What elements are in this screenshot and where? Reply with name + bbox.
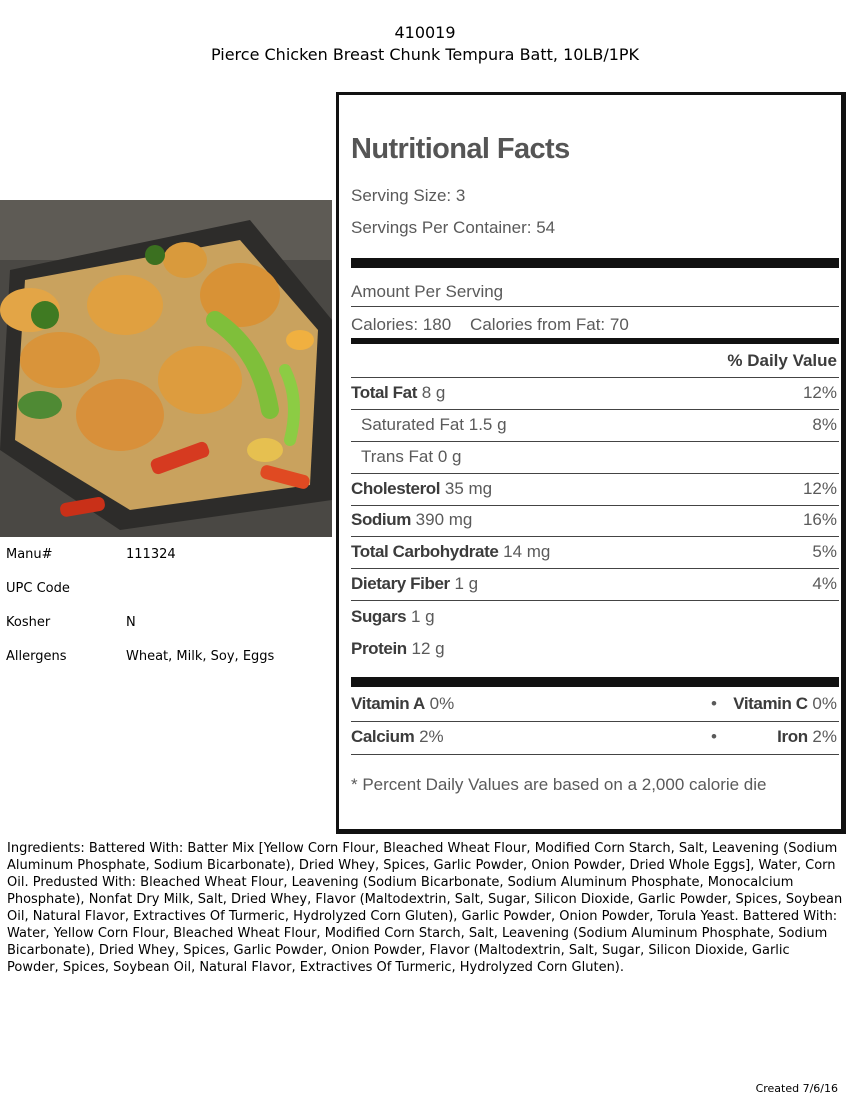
nutrient-dv: 4% [812, 574, 837, 593]
nutrient-row-trans-fat [361, 447, 839, 471]
nutrient-label: Saturated Fat [361, 415, 465, 434]
info-label: Manu# [6, 547, 53, 562]
nutrient-amount: 1.5 g [468, 415, 507, 434]
divider [351, 721, 839, 722]
info-label: Allergens [6, 649, 67, 664]
nutrient-row-cholesterol [351, 479, 839, 503]
nutrient-row-sodium [351, 510, 839, 534]
divider [351, 754, 839, 755]
info-row-allergens [6, 649, 326, 683]
nutrient-label: Total Fat [351, 383, 417, 402]
nutrient-amount: 35 mg [444, 479, 493, 498]
nutrition-title: Nutritional Facts [351, 133, 570, 165]
created-date: Created 7/6/16 [755, 1082, 838, 1095]
calories-line: Calories: 180 Calories from Fat: 70 [351, 315, 629, 334]
nutrient-dv: 8% [812, 415, 837, 434]
nutrient-row-total-carbohydrate [351, 542, 839, 566]
info-row-upc [6, 581, 326, 615]
nutrient-amount: 8 g [421, 383, 446, 402]
medium-divider [351, 338, 839, 344]
product-photo [0, 200, 332, 537]
thick-divider [351, 677, 839, 687]
vitamin-value: 0% [812, 694, 837, 713]
amount-per-serving: Amount Per Serving [351, 282, 504, 301]
bullet-separator: • [711, 694, 717, 713]
product-header [0, 22, 850, 66]
divider [351, 600, 839, 601]
nutrient-label: Dietary Fiber [351, 574, 450, 593]
daily-value-header [351, 351, 839, 375]
divider [351, 536, 839, 537]
info-label: Kosher [6, 615, 51, 630]
ingredients-text: Ingredients: Battered With: Batter Mix [Yellow Corn Flour, Bleached Wheat Flour, Modified Corn Starch, Salt, Leavening (Sodium Aluminum Phosphate, Sodium Bicarbonate), Dried Whey, Spices, Garlic Powder, Onion Powder, Dried Whole Eggs], Water, Corn Oil. Predusted With: Bleached Wheat Flour, Leavening (Sodium Bicarbonate, Sodium Aluminum Phosphate, Monocalcium Phosphate), Nonfat Dry Milk, Salt, Dried Whey, Flavor (Maltodextrin, Salt, Sugar, Silicon Dioxide, Garlic Powder, Spices, Soybean Oil, Natural Flavor, Extractives Of Turmeric, Hydrolyzed Corn Gluten), Garlic Powder, Onion Powder, Torula Yeast. Battered With: Water, Yellow Corn Flour, Bleached Wheat Flour, Modified Corn Starch, Salt, Leavening (Sodium Aluminum Phosphate, Sodium Bicarbonate), Dried Whey, Spices, Garlic Powder, Onion Powder, Flavor (Maltodextrin, Salt, Sugar, Silicon Dioxide, Garlic Powder, Spices, Soybean Oil, Natural Flavor, Extractives Of Turmeric, Hydrolyzed Corn Gluten). [7, 841, 843, 975]
nutrient-dv: 16% [802, 510, 837, 529]
nutrient-amount: 1 g [410, 607, 435, 626]
daily-value-label: % Daily Value [727, 351, 837, 370]
vitamin-label: Iron [777, 727, 808, 746]
vitamin-value: 0% [429, 694, 455, 713]
vitamin-label: Vitamin A [351, 694, 425, 713]
thick-divider [351, 258, 839, 268]
vitamin-value: 2% [812, 727, 837, 746]
nutrient-label: Sodium [351, 510, 411, 529]
nutrient-amount: 0 g [437, 447, 462, 466]
nutrient-dv: 12% [802, 383, 837, 402]
divider [351, 409, 839, 410]
divider [351, 306, 839, 307]
nutrient-amount: 390 mg [415, 510, 473, 529]
bullet-separator: • [711, 727, 717, 746]
nutrient-dv: 12% [802, 479, 837, 498]
nutrient-row-sugars [351, 607, 839, 631]
nutrient-label: Sugars [351, 607, 407, 626]
divider [351, 568, 839, 569]
nutrient-amount: 1 g [454, 574, 479, 593]
nutrient-label: Trans Fat [361, 447, 434, 466]
nutrition-facts-panel [336, 92, 846, 834]
product-info-list [6, 547, 326, 683]
info-value: N [126, 615, 136, 630]
food-dish-illustration [0, 200, 332, 537]
nutrient-amount: 14 mg [503, 542, 551, 561]
nutrient-label: Protein [351, 639, 407, 658]
nutrient-row-saturated-fat [361, 415, 839, 439]
serving-size: Serving Size: 3 [351, 186, 466, 205]
nutrient-label: Total Carbohydrate [351, 542, 499, 561]
divider [351, 441, 839, 442]
divider [351, 505, 839, 506]
nutrient-dv: 5% [812, 542, 837, 561]
info-value: Wheat, Milk, Soy, Eggs [126, 649, 275, 664]
servings-per-container: Servings Per Container: 54 [351, 218, 556, 237]
item-number: 410019 [394, 23, 456, 42]
daily-value-footnote: * Percent Daily Values are based on a 2,000 calorie die [351, 775, 767, 794]
divider [351, 377, 839, 378]
nutrient-row-protein [351, 639, 839, 663]
vitamin-row-calcium-iron [351, 727, 839, 751]
product-name: Pierce Chicken Breast Chunk Tempura Batt, 10LB/1PK [210, 45, 640, 64]
info-label: UPC Code [6, 581, 70, 596]
divider [351, 473, 839, 474]
nutrient-amount: 12 g [411, 639, 445, 658]
nutrient-label: Cholesterol [351, 479, 441, 498]
vitamin-value: 2% [419, 727, 444, 746]
info-row-kosher [6, 615, 326, 649]
vitamin-row-a-c [351, 694, 839, 718]
nutrient-row-total-fat [351, 383, 839, 407]
vitamin-label: Calcium [351, 727, 415, 746]
vitamin-label: Vitamin C [733, 694, 808, 713]
info-value: 111324 [126, 547, 176, 562]
info-row-manu [6, 547, 326, 581]
nutrient-row-dietary-fiber [351, 574, 839, 598]
